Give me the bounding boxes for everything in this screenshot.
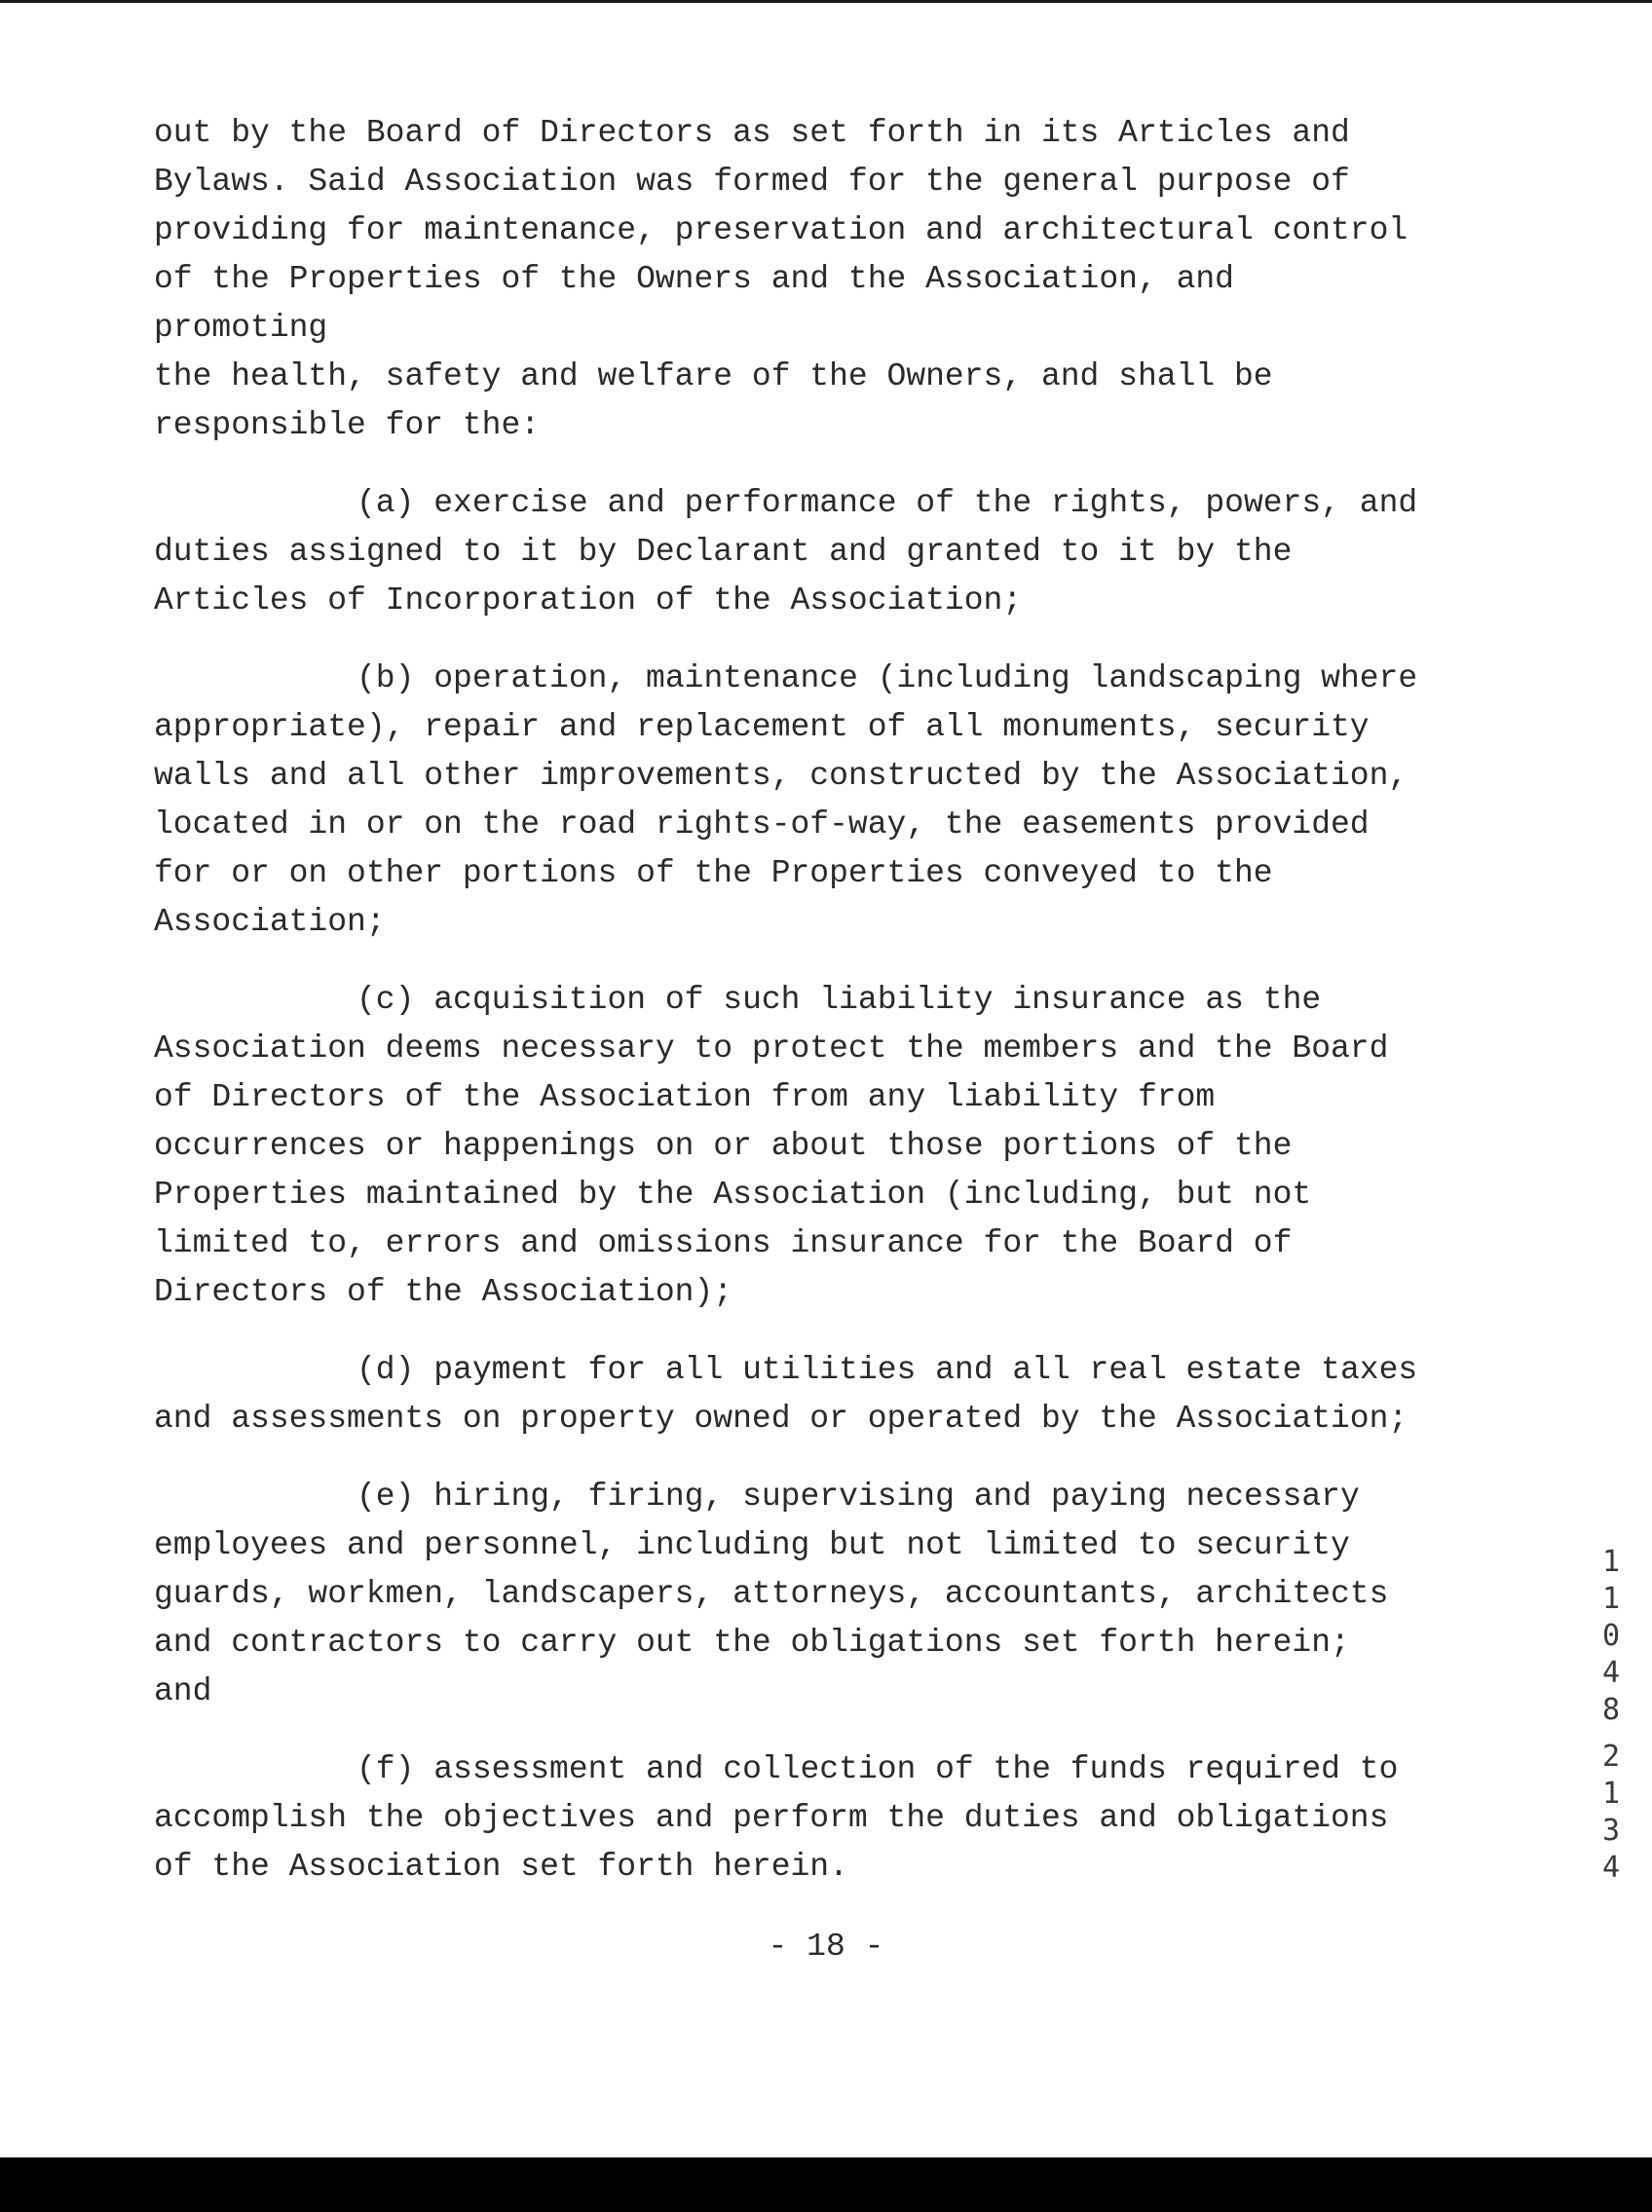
scan-bottom-band <box>0 2157 1652 2212</box>
document-stamp-number: 1 1 0 4 8 <box>1601 1545 1621 1727</box>
clause-text: operation, maintenance (including landscaping where appropriate), repair and replacement of all monuments, security walls and all other improvements, constructed by the Association, located in or on the road rights-of-way, the easements provided for or on other portions of the Properties conveyed to the Association; <box>154 660 1418 940</box>
scan-top-edge <box>0 0 1652 3</box>
clause-f <box>154 1745 1420 1892</box>
intro-paragraph <box>154 109 1420 450</box>
body-text <box>154 109 1420 1892</box>
clause-text: payment for all utilities and all real estate taxes and assessments on property owned or operated by the Association; <box>154 1352 1418 1437</box>
clause-label: (e) <box>357 1479 415 1515</box>
clause-b <box>154 655 1420 947</box>
clause-label: (d) <box>357 1352 415 1388</box>
clause-text: acquisition of such liability insurance as the Association deems necessary to protect the members and the Board of Directors of the Association from any liability from occurrences or happenings on or about those portions of the Properties maintained by the Association (including, but not limited to, errors and omissions insurance for the Board of Directors of the Association); <box>154 982 1389 1310</box>
clause-d <box>154 1346 1420 1443</box>
clause-label: (f) <box>357 1751 415 1787</box>
clause-label: (a) <box>357 485 415 521</box>
clause-text: assessment and collection of the funds required to accomplish the objectives and perform the duties and obligations of the Association set forth herein. <box>154 1751 1399 1885</box>
clause-label: (b) <box>357 660 415 696</box>
clause-text: hiring, firing, supervising and paying necessary employees and personnel, including but not limited to security guards, workmen, landscapers, attorneys, accountants, architects and contractors to carry out the obligations set forth herein; and <box>154 1479 1389 1709</box>
document-stamp-number: 2 1 3 4 <box>1601 1740 1621 1885</box>
page-number: - 18 - <box>768 1929 884 1965</box>
paragraph-text: out by the Board of Directors as set forth in its Articles and Bylaws. Said Association was formed for the general purpose of providing for maintenance, preservation and architectural control of the Properties of the Owners and the Association, and promoting the health, safety and welfare of the Owners, and shall be responsible for the: <box>154 115 1408 443</box>
clause-e <box>154 1473 1420 1716</box>
clause-label: (c) <box>357 982 415 1018</box>
clause-text: exercise and performance of the rights, powers, and duties assigned to it by Declarant and granted to it by the Articles of Incorporation of the Association; <box>154 485 1418 619</box>
clause-a <box>154 479 1420 625</box>
clause-c <box>154 976 1420 1317</box>
